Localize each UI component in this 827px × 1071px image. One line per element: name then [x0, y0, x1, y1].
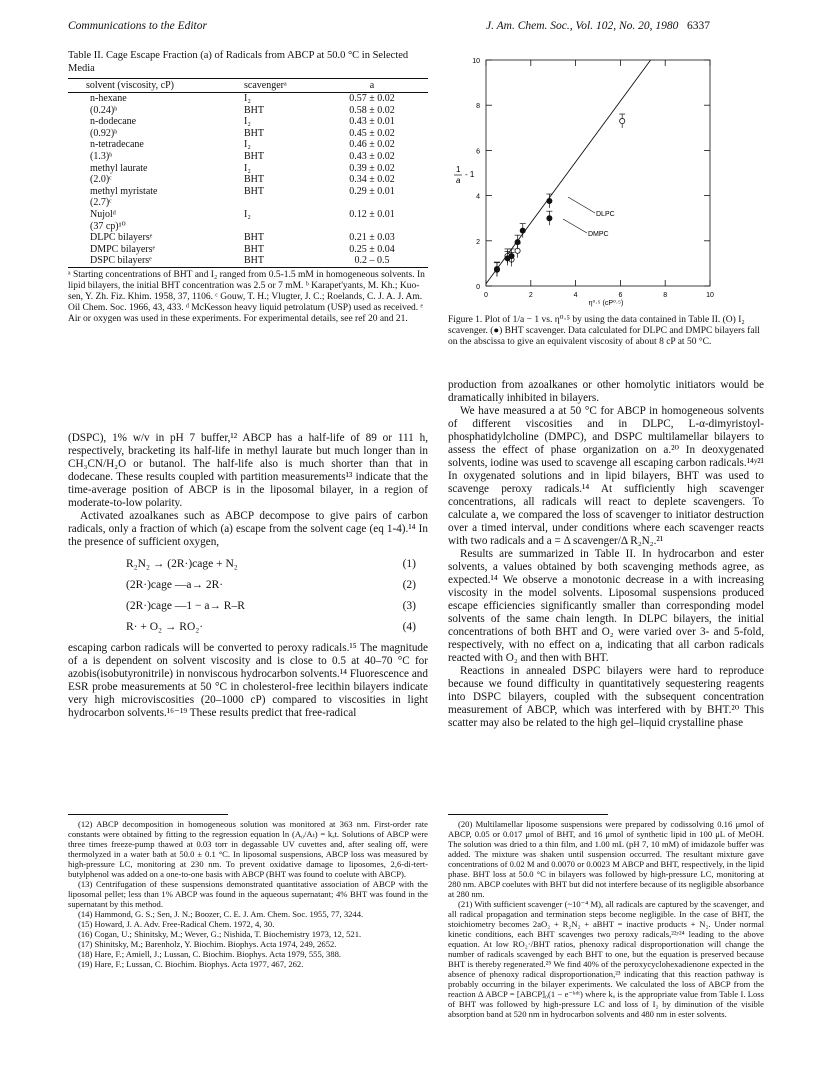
- table-cell-solvent: DMPC bilayersᵉ: [90, 243, 156, 255]
- table-row: [68, 197, 428, 209]
- table-cell-a: [316, 221, 428, 233]
- right-body: [448, 379, 764, 730]
- y-tick-label: 0: [476, 284, 480, 291]
- bht-point: [509, 253, 514, 258]
- table-row: [68, 116, 428, 128]
- reference-note: (15) Howard, J. A. Adv. Free-Radical Chem. 1972, 4, 30.: [78, 919, 275, 929]
- table-cell-solvent: (0.24)ᵇ: [90, 104, 118, 116]
- table-cell-scavenger: I₂: [244, 93, 251, 104]
- plot-axes: [472, 58, 714, 299]
- references-right: [448, 819, 764, 1019]
- y-tick-label: 4: [476, 193, 480, 201]
- table-cell-solvent: n-dodecane: [90, 116, 137, 128]
- table-cell-solvent: (1.3)ᵇ: [90, 150, 113, 162]
- table-row: [68, 105, 428, 117]
- table-cell-a: 0.43 ± 0.01: [349, 116, 395, 128]
- table-cell-a: 0.58 ± 0.02: [349, 104, 395, 116]
- equation-expression: R· + O₂ → RO₂·: [126, 621, 204, 633]
- paragraph: (DSPC), 1% w/v in pH 7 buffer,¹² ABCP has a half-life of 89 or 111 h, respectively, bracketing its half-life in methyl laurate but much longer than in CH₃CN/H₂O or butanol. The half-life also is much shorter than that in dodecane. These results coupled with partition measurements¹³ indicate that the time-average position of ABCP is in the liposomal bilayer, in a region of moderate-to-low polarity.: [68, 432, 428, 509]
- bht-point: [547, 216, 552, 221]
- table-row: [68, 221, 428, 233]
- table-header-a: a: [316, 79, 428, 93]
- reference-note: (21) With sufficient scavenger (~10⁻⁴ M), all radicals are captured by the scavenger, and all radical propagation and termination steps become negligible. In the case of BHT, the stoichiometry becomes 2aO₂ + R₂N₂ + aBHT = inactive products + N₂. Under normal kinetic conditions, each BHT scavenges two peroxy radicals,²²ʸ²⁴ leading to the above equation. At low RO₂·/BHT ratios, phenoxy radical disproportionation will change the number of radicals scavenged by each BHT to one, but the equation is preserved because BHT is thereby regenerated.²⁵ We find 40% of the peroxycyclohexadienone expected in the absence of phenoxy radical disproportionation,²³ indicating that this reaction pathway is probably occurring in the bilayer experiments. We calculated the loss of ABCP from the reaction Δ ABCP = [ABCP]₀(1 − e⁻ᵏᵈᵗ) where kₐ is the appropriate value from Table I. Loss of BHT was followed by high-pressure LC and loss of I₂ by diminution of the visible absorption band at 520 nm in hydrocarbon solvents and 480 nm in ester solvents.: [448, 899, 764, 1019]
- table-cell-solvent: DLPC bilayersᵉ: [90, 232, 153, 244]
- table-cell-a: 0.46 ± 0.02: [349, 139, 395, 151]
- table-row: [68, 232, 428, 244]
- table-cell-a: 0.57 ± 0.02: [349, 93, 395, 104]
- table-cell-scavenger: [242, 221, 316, 233]
- reference-note: (13) Centrifugation of these suspensions demonstrated quantitative association of ABCP with the liposomal pellet; less than 1% ABCP was found in the aqueous supernatant; 4% BHT was found in the supernatant by this method.: [68, 879, 428, 909]
- paragraph: escaping carbon radicals will be converted to peroxy radicals.¹⁵ The magnitude of a is dependent on solvent viscosity and is close to 0.5 at 40–70 °C for azobis(isobutyronitrile) in nonviscous hydrocarbon solvents.¹⁴ Fluorescence and ESR probe measurements at 50 °C in cholesterol-free lecithin bilayers indicate very high microviscosities (20–1000 cP) compared to viscosities in light hydrocarbon solvents.¹⁶⁻¹⁹ These results predict that free-radical: [68, 642, 428, 719]
- figure-caption: Figure 1. Plot of 1/a − 1 vs. η⁰·⁵ by using the data contained in Table II. (O) I₂ scavenger. (●) BHT scavenger. Data calculated for DLPC and DMPC bilayers fall on the abscissa to give an equivalent viscosity of about 8 cP at 50 °C.: [448, 315, 760, 347]
- table-cell-a: 0.45 ± 0.02: [349, 127, 395, 139]
- references-left: [68, 819, 428, 969]
- y-label-denominator: a: [456, 176, 461, 185]
- table-row: [68, 163, 428, 175]
- figure-plot: [448, 48, 764, 310]
- paragraph: Results are summarized in Table II. In hydrocarbon and ester solvents, a values obtained by both scavenging methods agree, as expected.¹⁴ We observe a monotonic decrease in a with increasing viscosity in the model solvents. Liposomal suspensions produced escape efficiencies significantly smaller than corresponding model solvents of the same chain length. In DLPC bilayers, the initial concentrations of both BHT and O₂ were varied over 3- and 5-fold, respectively, with no effect on a, indicating that all carbon radicals reacted with O₂ and then with BHT.: [448, 548, 764, 664]
- table-cell-a: 0.12 ± 0.01: [349, 208, 395, 220]
- footnote-rule: [68, 814, 228, 815]
- table-cell-scavenger: I₂: [244, 116, 251, 128]
- table-cell-a: 0.29 ± 0.01: [349, 185, 395, 197]
- bht-point: [520, 228, 525, 233]
- table-row: [68, 209, 428, 221]
- equation: [68, 558, 428, 570]
- equation-expression: (2R·)cage —1 − a→ R–R: [126, 600, 245, 612]
- table-cell-scavenger: BHT: [244, 232, 264, 244]
- table-cell-solvent: Nujolᵈ: [90, 208, 116, 220]
- fit-line: [486, 60, 651, 284]
- table-cell-scavenger: I₂: [244, 162, 251, 174]
- paragraph: We have measured a at 50 °C for ABCP in homogeneous solvents of different viscosities and in DLPC, L-α-dimyristoyl-phosphatidylcholine (DMPC), and DSPC multilamellar bilayers to assess the effect of phase organization on a.²⁰ In deoxygenated solvents, iodine was used to scavenge all escaping carbon radicals.¹⁴ʸ²¹ In oxygenated solutions and in lipid bilayers, BHT was used to scavenge peroxy radicals.¹⁴ At sufficiently high scavenger concentrations, all radicals will react to deplete scavengers. To calculate a, we compared the loss of scavenger to initiator destruction over a timed interval, under conditions where each scavenger reacts with two radicals and a = Δ scavenger/Δ R₂N₂.²¹: [448, 405, 764, 547]
- reference-note: (18) Hare, F.; Amiell, J.; Lussan, C. Biochim. Biophys. Acta 1979, 555, 388.: [78, 949, 342, 959]
- y-tick-label: 6: [476, 148, 480, 156]
- table-cell-solvent: methyl myristate: [90, 185, 158, 197]
- equations: [68, 558, 428, 633]
- table-cell-solvent: n-hexane: [90, 93, 127, 104]
- equation-expression: (2R·)cage —a→ 2R·: [126, 579, 224, 591]
- reference-note: (14) Hammond, G. S.; Sen, J. N.; Boozer, C. E. J. Am. Chem. Soc. 1955, 77, 3244.: [78, 909, 364, 919]
- equation-expression: R₂N₂ → (2R·)cage + N₂: [126, 558, 238, 570]
- y-tick-label: 2: [476, 238, 480, 246]
- table-cell-a: 0.2 – 0.5: [316, 255, 428, 267]
- footnote-rule: [448, 814, 608, 815]
- table-cell-scavenger: BHT: [244, 127, 264, 139]
- reference-note: (12) ABCP decomposition in homogeneous solution was monitored at 363 nm. First-order rate constants were obtained by fitting to the regression equation ln (A₀/Aₜ) = kₐt. Solutions of ABCP were three times freeze-pump thawed at 0.03 torr in degassable UV cuvettes and, after sealing off, were thermolyzed in a water bath at 50.0 ± 0.1 °C. In liposomal suspensions, ABCP loss was measured by high-pressure LC, monitoring at 230 nm. To prevent oxidative damage to liposomes, 2,6-di-tert-butylphenol was added on a one-to-one basis with ABCP (BHT was found to coelute with ABCP).: [68, 819, 428, 879]
- x-tick-label: 4: [573, 292, 578, 299]
- table-caption: Table II. Cage Escape Fraction (a) of Radicals from ABCP at 50.0 °C in Selected Media: [68, 50, 409, 74]
- bht-point: [547, 198, 552, 203]
- equation-number: (1): [402, 558, 416, 570]
- equation-number: (4): [402, 621, 416, 633]
- table-cell-scavenger: BHT: [244, 185, 264, 197]
- table-row: [68, 93, 428, 105]
- table-row: [68, 139, 428, 151]
- table-cell-scavenger: BHT: [242, 255, 316, 267]
- table-cell-solvent: (37 cp)¹⁰: [90, 220, 126, 232]
- reference-note: (20) Multilamellar liposome suspensions were prepared by codissolving 0.16 μmol of ABCP, 0.05 or 0.017 μmol of BHT, and 16 μmol of synthetic lipid in 100 μL of MeOH. The solution was dried to a thin film, and 1.00 mL (pH 7, 10 mM) of imidazole buffer was added. The mixture was shaken until suspension occurred. The resultant mixture gave concentrations of 0.02 M and 0.0070 or 0.0023 M ABCP and BHT, respectively, in the lipid phase. BHT loss at 50.0 °C in bilayers was followed by high-pressure LC, monitoring at 280 nm. ABCP coelutes with BHT but did not interfere because of its negligible absorbance at 280 nm.: [448, 819, 764, 899]
- x-tick-label: 2: [528, 292, 533, 299]
- equation: [68, 579, 428, 591]
- table-cell-solvent: DSPC bilayersᵉ: [68, 255, 242, 267]
- y-label-numerator: 1: [456, 165, 461, 174]
- table-cell-scavenger: I₂: [244, 208, 251, 220]
- table-cell-solvent: (2.0)ᶜ: [90, 174, 112, 186]
- page-number: 6337: [687, 20, 711, 32]
- running-header-left: Communications to the Editor: [68, 20, 207, 32]
- table-row: [68, 174, 428, 186]
- table-header-scavenger: scavengerᵃ: [242, 79, 316, 93]
- table-cell-scavenger: BHT: [244, 104, 264, 116]
- figure-1: [448, 48, 764, 348]
- y-label-tail: - 1: [465, 170, 475, 179]
- table-cell-a: 0.34 ± 0.02: [349, 174, 395, 186]
- equation-number: (2): [402, 579, 416, 591]
- paragraph: production from azoalkanes or other homolytic initiators would be dramatically inhibited in bilayers.: [448, 379, 764, 404]
- running-header-right: [486, 20, 710, 32]
- table-cell-a: [316, 197, 428, 209]
- left-refs: [68, 814, 428, 969]
- table-header-solvent: solvent (viscosity, cP): [68, 79, 242, 93]
- right-refs: [448, 814, 764, 1019]
- table-cell-a: 0.25 ± 0.04: [349, 243, 395, 255]
- paragraph: Activated azoalkanes such as ABCP decompose to give pairs of carbon radicals, only a fraction of which (a) escape from the solvent cage (eq 1-4).¹⁴ In the presence of sufficient oxygen,: [68, 510, 428, 548]
- plot-marks: [486, 60, 651, 284]
- iodine-point: [620, 118, 625, 123]
- x-tick-label: 0: [484, 292, 488, 299]
- x-tick-label: 8: [663, 292, 668, 299]
- equation: [68, 621, 428, 633]
- table-cell-scavenger: I₂: [244, 139, 251, 151]
- table-row: [68, 244, 428, 256]
- table-cell-a: 0.39 ± 0.02: [349, 162, 395, 174]
- journal-name: J. Am. Chem. Soc.,: [486, 20, 573, 32]
- reference-note: (16) Cogan, U.; Shinitsky, M.; Wever, G.; Nishida, T. Biochemistry 1973, 12, 521.: [78, 929, 362, 939]
- table-footnotes: ᵃ Starting concentrations of BHT and I₂ ranged from 0.5-1.5 mM in homogeneous solvents. In lipid bilayers, the initial BHT concentration was 2.5 or 7 mM. ᵇ Karapet'yants, M. Kh.; Kuo-sen, Y. Zh. Fiz. Khim. 1958, 37, 1106. ᶜ Gouw, T. H.; Vlugter, J. C.; Roelands, C. J. A. J. Am. Oil Chem. Soc. 1966, 43, 433. ᵈ McKesson heavy liquid petrolatum (USP) used as received. ᵉ Air or oxygen was used in these experiments. For experimental details, see ref 20 and 21.: [68, 269, 425, 324]
- equation: [68, 600, 428, 612]
- equation-number: (3): [402, 600, 416, 612]
- table-row: [68, 128, 428, 140]
- table-cell-solvent: (0.92)ᵇ: [90, 127, 118, 139]
- dlpc-pointer: [568, 197, 595, 213]
- reference-note: (17) Shinitsky, M.; Barenholz, Y. Biochim. Biophys. Acta 1974, 249, 2652.: [78, 939, 337, 949]
- dmpc-pointer: [563, 219, 587, 233]
- reference-note: (19) Hare, F.; Lussan, C. Biochim. Biophys. Acta 1977, 467, 262.: [78, 959, 304, 969]
- table-cell-a: 0.43 ± 0.02: [349, 150, 395, 162]
- table-cell-scavenger: BHT: [244, 243, 264, 255]
- x-axis-label: η⁰·⁵ (cP⁰·⁵): [588, 300, 624, 307]
- table-row: [68, 151, 428, 163]
- bht-point: [494, 267, 499, 272]
- dlpc-label: DLPC: [596, 211, 615, 218]
- table-cell-a: 0.21 ± 0.03: [349, 232, 395, 244]
- table-row: [68, 186, 428, 198]
- table-row: [68, 255, 428, 267]
- table-cell-scavenger: [242, 197, 316, 209]
- table-cell-solvent: n-tetradecane: [90, 139, 144, 151]
- table-cell-scavenger: BHT: [244, 150, 264, 162]
- table-cell-solvent: methyl laurate: [90, 162, 148, 174]
- dmpc-label: DMPC: [588, 231, 609, 238]
- left-body: [68, 432, 428, 720]
- paragraph: Reactions in annealed DSPC bilayers were hard to reproduce because we found difficulty in quantitatively sequestering reagents into DSPC bilayers, coupled with the subsequent concentration measurement of ABCP, which was interfered with by BHT.²⁰ This scatter may also be related to the high gel–liquid crystalline phase: [448, 665, 764, 729]
- x-tick-label: 6: [618, 292, 623, 299]
- y-tick-label: 10: [472, 58, 480, 65]
- bht-point: [515, 240, 520, 245]
- table-ii: [68, 78, 428, 268]
- volume-info: Vol. 102, No. 20, 1980: [575, 20, 679, 32]
- x-tick-label: 10: [706, 292, 714, 299]
- left-column: [68, 50, 428, 325]
- y-tick-label: 8: [476, 103, 480, 111]
- table-cell-scavenger: BHT: [244, 174, 264, 186]
- table-cell-solvent: (2.7)ᶜ: [90, 197, 112, 209]
